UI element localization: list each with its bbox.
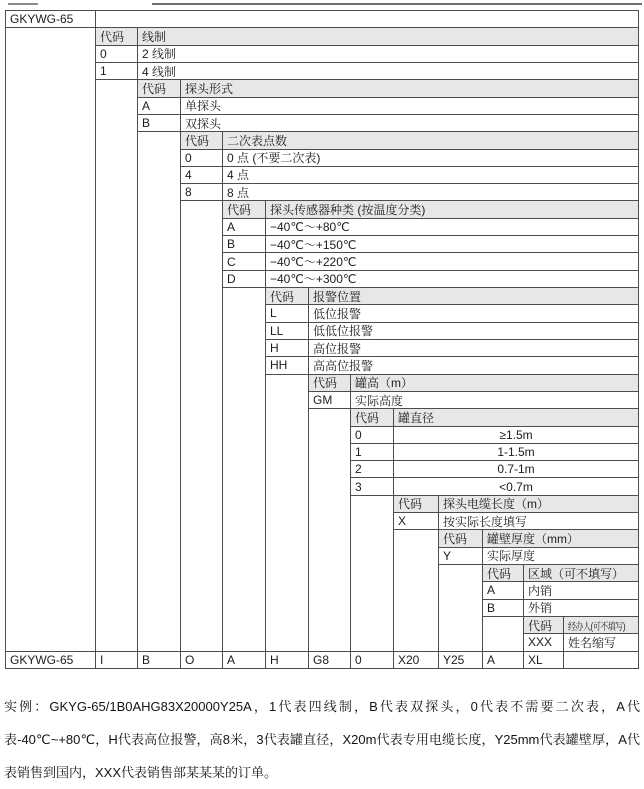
example-row-cell-5 [266,652,309,669]
level-1-option-1-code-cell-label: B [142,116,151,131]
level-9-option-0-code-cell-label: A [487,583,496,598]
indent-spacer-col-10 [439,565,483,652]
level-3-option-1-value-cell-label: −40℃～+150℃ [270,237,357,252]
level-6-option-2-value-cell [394,461,639,478]
level-10-code-header-cell [524,617,564,634]
level-2-option-0-value-cell [223,150,639,167]
level-6-option-3-code-cell [351,478,394,495]
level-4-option-1-code-cell-label: LL [270,323,284,338]
level-2-option-1-value-cell-label: 4 点 [227,168,250,183]
level-8-option-0-code-cell-label: Y [443,548,452,563]
level-1-name-header-cell-label: 探头形式 [185,81,234,96]
level-9-option-0-code-cell [483,582,524,599]
example-row-cell-9-label: Y25 [443,652,465,667]
level-1-option-1-value-cell [181,115,639,132]
level-6-option-2-value-cell-label: 0.7-1m [497,462,535,477]
level-0-option-1-value-cell-label: 4 线制 [142,64,177,79]
level-4-option-3-value-cell [309,357,639,374]
level-2-option-2-code-cell-label: 8 [185,185,192,200]
level-2-option-0-code-cell-label: 0 [185,150,192,165]
level-8-name-header-cell-label: 罐壁厚度（mm） [487,532,579,547]
level-3-option-1-value-cell [266,236,639,253]
level-2-option-1-value-cell [223,167,639,184]
indent-spacer-col-1 [6,28,96,651]
level-10-code-header-cell-label: 代码 [528,618,553,633]
level-7-name-header-cell-label: 探头电缆长度（m） [443,497,549,512]
level-9-option-1-code-cell [483,600,524,617]
indent-spacer-col-11 [483,617,524,652]
level-6-option-2-code-cell [351,461,394,478]
example-note: 实例：GKYG-65/1B0AHG83X20000Y25A，1代表四线制，B代表双探头，0代表不需要二次表，A代表-40℃~+80℃，H代表高位报警，高8米，3代表罐直径，X20m代表专用电缆长度，Y25mm代表罐壁厚，A代表销售到国内，XXX代表销售部某某某的订单。 [4,699,640,780]
level-7-option-0-code-cell-label: X [398,514,407,529]
example-row-cell-1 [96,652,138,669]
model-title-cell-label: GKYWG-65 [10,12,74,27]
level-9-option-1-value-cell-label: 外销 [528,601,553,616]
example-row-cell-0-label: GKYWG-65 [10,652,74,667]
level-2-name-header-cell [223,132,639,149]
level-3-option-2-value-cell [266,253,639,270]
level-6-option-0-value-cell-label: ≥1.5m [499,427,533,442]
indent-spacer-col-8 [351,496,394,652]
level-7-option-0-value-cell-label: 按实际长度填写 [443,514,528,529]
level-3-option-2-code-cell-label: C [227,254,236,269]
example-row-cell-9 [439,652,483,669]
level-6-option-0-code-cell [351,427,394,444]
level-8-option-0-value-cell-label: 实际厚度 [487,549,536,564]
level-4-code-header-cell-label: 代码 [270,289,295,304]
level-8-option-0-code-cell [439,548,483,565]
level-0-name-header-cell [138,28,639,45]
model-selection-table [5,10,639,669]
level-4-option-0-code-cell [266,305,309,322]
level-4-name-header-cell-label: 报警位置 [313,289,362,304]
level-10-name-header-cell-label: 经办人(可不填写) [568,621,626,633]
level-0-code-header-cell [96,28,138,45]
example-row-cell-12 [564,652,639,669]
level-3-code-header-cell-label: 代码 [227,203,252,218]
level-6-option-2-code-cell-label: 2 [355,462,362,477]
level-9-name-header-cell-label: 区域（可不填写） [528,566,625,581]
level-3-option-0-value-cell-label: −40℃～+80℃ [270,220,350,235]
level-4-option-2-value-cell-label: 高位报警 [313,341,362,356]
level-4-option-3-code-cell-label: HH [270,358,288,373]
level-7-name-header-cell [439,496,639,513]
level-6-option-0-code-cell-label: 0 [355,427,362,442]
level-6-name-header-cell [394,409,639,426]
level-5-option-0-code-cell [309,392,351,409]
level-10-option-0-value-cell [564,634,639,651]
level-0-option-0-code-cell [96,46,138,63]
level-0-option-1-value-cell [138,63,639,80]
level-6-option-1-code-cell [351,444,394,461]
example-row-cell-6 [309,652,351,669]
level-6-code-header-cell-label: 代码 [355,410,380,425]
example-row-cell-3-label: O [185,652,195,667]
level-3-option-0-code-cell [223,219,266,236]
level-4-option-1-code-cell [266,323,309,340]
level-1-option-0-code-cell-label: A [142,98,151,113]
level-1-option-0-value-cell [181,98,639,115]
level-4-option-3-value-cell-label: 高高位报警 [313,358,374,373]
level-4-option-2-code-cell-label: H [270,341,279,356]
level-0-name-header-cell-label: 线制 [142,29,167,44]
level-4-option-2-code-cell [266,340,309,357]
level-2-option-0-value-cell-label: 0 点 (不要二次表) [227,151,321,166]
level-1-code-header-cell-label: 代码 [142,81,167,96]
top-rule [152,3,642,5]
level-9-option-0-value-cell [524,582,639,599]
level-2-code-header-cell-label: 代码 [185,133,210,148]
level-6-name-header-cell-label: 罐直径 [398,410,435,425]
level-3-code-header-cell [223,201,266,218]
level-10-option-0-code-cell-label: XXX [528,635,553,650]
indent-spacer-col-3 [138,132,181,651]
level-0-option-0-value-cell [138,46,639,63]
example-row-cell-5-label: H [270,652,279,667]
level-4-option-1-value-cell [309,323,639,340]
level-4-option-0-code-cell-label: L [270,306,277,321]
level-2-option-1-code-cell [181,167,223,184]
level-8-name-header-cell [483,530,639,547]
level-1-option-0-code-cell [138,98,181,115]
level-2-option-2-code-cell [181,184,223,201]
level-6-code-header-cell [351,409,394,426]
level-6-option-3-value-cell [394,478,639,495]
example-row-cell-1-label: I [100,652,104,667]
indent-spacer-col-5 [223,288,266,652]
indent-spacer-col-4 [181,201,223,651]
level-2-option-2-value-cell [223,184,639,201]
title-row-empty-cell [96,11,639,28]
level-3-name-header-cell-label: 探头传感器种类 (按温度分类) [270,203,426,218]
level-3-option-1-code-cell-label: B [227,237,236,252]
level-1-option-1-code-cell [138,115,181,132]
level-9-code-header-cell-label: 代码 [487,566,512,581]
level-6-option-0-value-cell [394,427,639,444]
indent-spacer-col-7 [309,409,351,651]
level-5-option-0-code-cell-label: GM [313,393,333,408]
level-3-option-1-code-cell [223,236,266,253]
level-6-option-1-value-cell-label: 1-1.5m [497,444,535,459]
level-5-code-header-cell [309,375,351,392]
example-row-cell-2 [138,652,181,669]
example-row-cell-8 [394,652,439,669]
level-10-option-0-code-cell [524,634,564,651]
top-rule-left-segment [8,3,38,5]
level-3-option-3-value-cell [266,271,639,288]
level-4-name-header-cell [309,288,639,305]
example-row-cell-3 [181,652,223,669]
level-3-option-3-value-cell-label: −40℃～+300℃ [270,272,357,287]
level-8-code-header-cell [439,530,483,547]
example-row-cell-4 [223,652,266,669]
level-3-option-0-value-cell [266,219,639,236]
level-6-option-3-value-cell-label: <0.7m [499,479,533,494]
level-9-option-1-value-cell [524,600,639,617]
level-1-option-1-value-cell-label: 双探头 [185,116,222,131]
level-4-code-header-cell [266,288,309,305]
level-0-option-0-code-cell-label: 0 [100,46,107,61]
level-0-code-header-cell-label: 代码 [100,29,125,44]
level-3-option-0-code-cell-label: A [227,219,236,234]
level-2-option-0-code-cell [181,150,223,167]
level-1-code-header-cell [138,80,181,97]
indent-spacer-col-6 [266,375,309,652]
level-1-name-header-cell [181,80,639,97]
level-9-option-1-code-cell-label: B [487,600,496,615]
level-2-option-2-value-cell-label: 8 点 [227,185,250,200]
level-5-option-0-value-cell [351,392,639,409]
level-3-option-3-code-cell-label: D [227,271,236,286]
level-0-option-0-value-cell-label: 2 线制 [142,47,177,62]
level-5-code-header-cell-label: 代码 [313,376,338,391]
indent-spacer-col-9 [394,530,439,651]
level-7-option-0-value-cell [439,513,639,530]
level-10-name-header-cell [564,617,639,634]
level-6-option-1-code-cell-label: 1 [355,444,362,459]
level-2-option-1-code-cell-label: 4 [185,167,192,182]
model-title-cell [6,11,96,28]
level-8-option-0-value-cell [483,548,639,565]
level-9-option-0-value-cell-label: 内销 [528,583,553,598]
level-5-option-0-value-cell-label: 实际高度 [355,393,404,408]
level-1-option-0-value-cell-label: 单探头 [185,99,222,114]
level-4-option-1-value-cell-label: 低低位报警 [313,324,374,339]
level-3-name-header-cell [266,201,639,218]
level-4-option-0-value-cell [309,305,639,322]
example-row-cell-8-label: X20 [398,652,420,667]
level-2-code-header-cell [181,132,223,149]
level-5-name-header-cell-label: 罐高（m） [355,376,413,391]
level-0-option-1-code-cell [96,63,138,80]
example-row-cell-0 [6,652,96,669]
level-4-option-0-value-cell-label: 低位报警 [313,306,362,321]
level-4-option-3-code-cell [266,357,309,374]
level-6-option-1-value-cell [394,444,639,461]
level-8-code-header-cell-label: 代码 [443,532,468,547]
example-row-cell-11-label: XL [528,652,543,667]
level-9-code-header-cell [483,565,524,582]
example-row-cell-10-label: A [487,652,496,667]
example-row-cell-7 [351,652,394,669]
example-row-cell-11 [524,652,564,669]
level-7-code-header-cell [394,496,439,513]
example-row-cell-2-label: B [142,652,151,667]
level-7-code-header-cell-label: 代码 [398,497,423,512]
level-3-option-3-code-cell [223,271,266,288]
level-3-option-2-code-cell [223,253,266,270]
indent-spacer-col-2 [96,80,138,651]
example-row-cell-4-label: A [227,652,236,667]
level-7-option-0-code-cell [394,513,439,530]
level-5-name-header-cell [351,375,639,392]
level-0-option-1-code-cell-label: 1 [100,64,107,79]
example-row-cell-10 [483,652,524,669]
level-9-name-header-cell [524,565,639,582]
level-4-option-2-value-cell [309,340,639,357]
example-row-cell-7-label: 0 [355,652,362,667]
level-10-option-0-value-cell-label: 姓名缩写 [568,635,617,650]
level-6-option-3-code-cell-label: 3 [355,479,362,494]
example-row-cell-6-label: G8 [313,652,330,667]
level-2-name-header-cell-label: 二次表点数 [227,133,288,148]
level-3-option-2-value-cell-label: −40℃～+220℃ [270,255,357,270]
